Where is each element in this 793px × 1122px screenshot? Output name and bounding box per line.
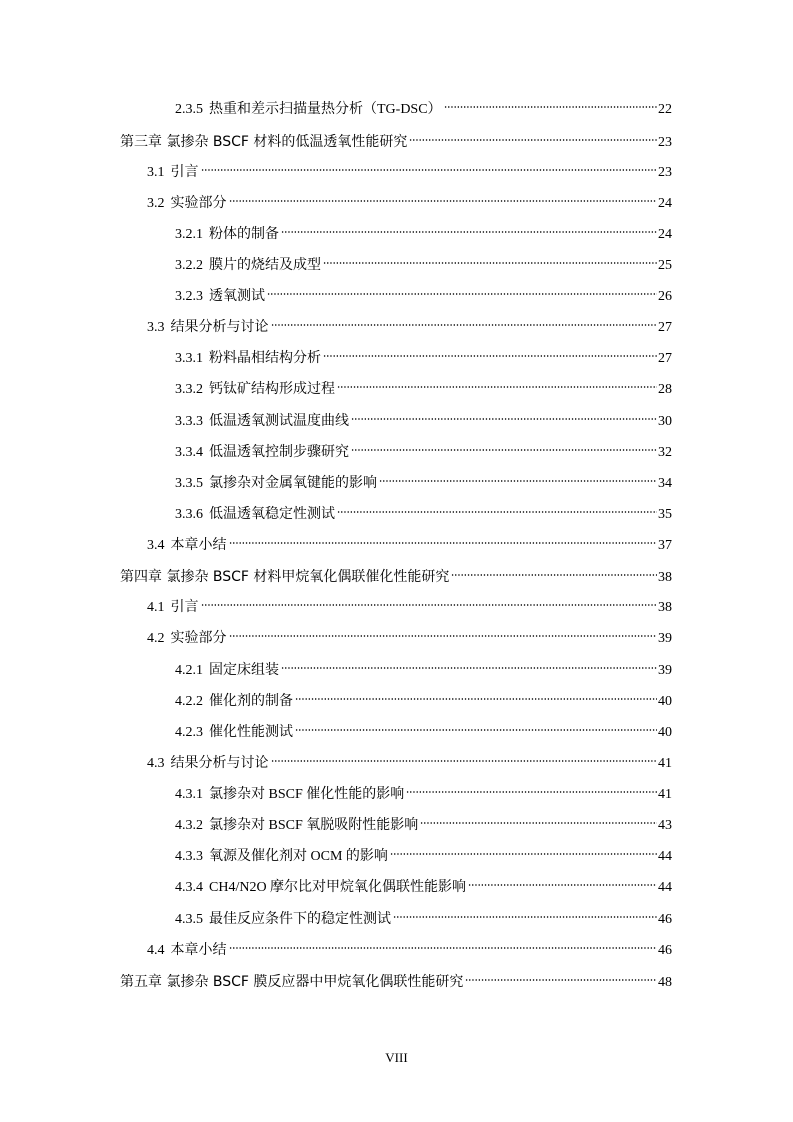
toc-entry-title: 膜片的烧结及成型 bbox=[209, 258, 321, 273]
toc-entry-page: 23 bbox=[658, 165, 672, 180]
toc-entry[interactable] bbox=[175, 288, 672, 306]
toc-entry[interactable] bbox=[175, 879, 672, 897]
toc-entry[interactable] bbox=[147, 755, 672, 773]
dot-leader bbox=[351, 448, 657, 452]
dot-leader bbox=[420, 821, 657, 825]
toc-entry-page: 28 bbox=[658, 382, 672, 397]
dot-leader bbox=[323, 354, 657, 358]
toc-entry[interactable] bbox=[147, 319, 672, 337]
toc-entry-page: 27 bbox=[658, 351, 672, 366]
toc-entry[interactable] bbox=[147, 537, 672, 555]
toc-entry-number: 3.1 bbox=[147, 165, 165, 180]
toc-entry-title: 透氧测试 bbox=[209, 289, 265, 304]
toc-entry-title: 粉料晶相结构分析 bbox=[209, 351, 321, 366]
toc-entry-title: CH4/N2O 摩尔比对甲烷氧化偶联性能影响 bbox=[209, 880, 467, 895]
toc-entry-page: 38 bbox=[658, 570, 672, 585]
toc-entry-title: 引言 bbox=[170, 165, 199, 180]
toc-entry-number: 3.2.1 bbox=[175, 227, 203, 242]
toc-entry-title: 低温透氧稳定性测试 bbox=[209, 507, 335, 522]
dot-leader bbox=[271, 323, 658, 327]
toc-entry-number: 4.1 bbox=[147, 600, 165, 615]
toc-entry-page: 23 bbox=[658, 135, 672, 150]
toc-entry-page: 24 bbox=[658, 227, 672, 242]
toc-entry-page: 41 bbox=[658, 756, 672, 771]
dot-leader bbox=[337, 385, 657, 389]
toc-entry[interactable] bbox=[175, 786, 672, 804]
dot-leader bbox=[229, 634, 658, 638]
toc-entry-page: 37 bbox=[658, 538, 672, 553]
dot-leader bbox=[281, 666, 657, 670]
toc-entry-number: 3.4 bbox=[147, 538, 165, 553]
toc-chapter-entry[interactable] bbox=[120, 973, 672, 992]
toc-entry-title: 第四章 氯掺杂 BSCF 材料甲烷氧化偶联催化性能研究 bbox=[120, 569, 450, 585]
toc-entry-title: 催化剂的制备 bbox=[209, 694, 293, 709]
dot-leader bbox=[323, 261, 657, 265]
dot-leader bbox=[468, 883, 657, 887]
toc-entry-page: 38 bbox=[658, 600, 672, 615]
toc-entry-number: 3.3.1 bbox=[175, 351, 203, 366]
toc-entry-page: 40 bbox=[658, 725, 672, 740]
toc-chapter-entry[interactable] bbox=[120, 568, 672, 587]
dot-leader bbox=[267, 292, 657, 296]
dot-leader bbox=[295, 697, 657, 701]
toc-entry[interactable] bbox=[175, 257, 672, 275]
toc-entry-number: 4.3 bbox=[147, 756, 165, 771]
toc-entry[interactable] bbox=[175, 101, 672, 119]
toc-entry[interactable] bbox=[175, 381, 672, 399]
toc-entry-number: 4.4 bbox=[147, 943, 165, 958]
toc-entry-title: 催化性能测试 bbox=[209, 725, 293, 740]
toc-entry-title: 最佳反应条件下的稳定性测试 bbox=[209, 912, 391, 927]
toc-entry-page: 43 bbox=[658, 818, 672, 833]
toc-entry-title: 低温透氧测试温度曲线 bbox=[209, 414, 349, 429]
toc-entry-number: 3.2 bbox=[147, 196, 165, 211]
toc-entry[interactable] bbox=[175, 475, 672, 493]
toc-entry-page: 30 bbox=[658, 414, 672, 429]
toc-entry[interactable] bbox=[175, 911, 672, 929]
toc-entry[interactable] bbox=[147, 195, 672, 213]
dot-leader bbox=[295, 728, 657, 732]
toc-entry-page: 40 bbox=[658, 694, 672, 709]
dot-leader bbox=[281, 230, 657, 234]
toc-entry-title: 氯掺杂对金属氧键能的影响 bbox=[209, 476, 377, 491]
toc-entry-number: 4.2.3 bbox=[175, 725, 203, 740]
toc-entry-page: 24 bbox=[658, 196, 672, 211]
toc-entry-number: 4.3.5 bbox=[175, 912, 203, 927]
toc-entry-title: 氧源及催化剂对 OCM 的影响 bbox=[209, 849, 388, 864]
toc-entry[interactable] bbox=[175, 506, 672, 524]
toc-entry-number: 4.3.1 bbox=[175, 787, 203, 802]
toc-entry-page: 41 bbox=[658, 787, 672, 802]
toc-entry[interactable] bbox=[175, 226, 672, 244]
toc-entry-number: 3.3.5 bbox=[175, 476, 203, 491]
toc-entry-number: 4.2 bbox=[147, 631, 165, 646]
toc-entry-title: 固定床组装 bbox=[209, 663, 279, 678]
toc-entry-title: 氯掺杂对 BSCF 催化性能的影响 bbox=[209, 787, 405, 802]
toc-entry-page: 35 bbox=[658, 507, 672, 522]
toc-entry-title: 氯掺杂对 BSCF 氧脱吸附性能影响 bbox=[209, 818, 419, 833]
dot-leader bbox=[465, 978, 657, 982]
toc-entry-page: 46 bbox=[658, 912, 672, 927]
toc-entry-page: 25 bbox=[658, 258, 672, 273]
toc-entry-page: 48 bbox=[658, 975, 672, 990]
toc-entry[interactable] bbox=[147, 630, 672, 648]
toc-entry-title: 钙钛矿结构形成过程 bbox=[209, 382, 335, 397]
toc-entry[interactable] bbox=[175, 817, 672, 835]
toc-entry-title: 粉体的制备 bbox=[209, 227, 279, 242]
toc-entry[interactable] bbox=[175, 413, 672, 431]
toc-entry-title: 结果分析与讨论 bbox=[170, 756, 269, 771]
toc-entry-number: 3.3.4 bbox=[175, 445, 203, 460]
dot-leader bbox=[451, 573, 657, 577]
toc-entry-number: 3.3.2 bbox=[175, 382, 203, 397]
toc-entry-number: 4.3.2 bbox=[175, 818, 203, 833]
dot-leader bbox=[229, 946, 658, 950]
dot-leader bbox=[201, 168, 658, 172]
toc-entry-title: 引言 bbox=[170, 600, 199, 615]
toc-entry[interactable] bbox=[175, 724, 672, 742]
dot-leader bbox=[351, 417, 657, 421]
toc-entry-page: 44 bbox=[658, 880, 672, 895]
dot-leader bbox=[271, 759, 658, 763]
toc-entry-page: 46 bbox=[658, 943, 672, 958]
toc-entry[interactable] bbox=[147, 942, 672, 960]
dot-leader bbox=[229, 541, 658, 545]
dot-leader bbox=[201, 603, 658, 607]
dot-leader bbox=[379, 479, 657, 483]
toc-entry-title: 第五章 氯掺杂 BSCF 膜反应器中甲烷氧化偶联性能研究 bbox=[120, 974, 464, 990]
page-number: VIII bbox=[385, 1050, 408, 1065]
toc-entry-title: 本章小结 bbox=[170, 538, 227, 553]
toc-entry-number: 3.2.3 bbox=[175, 289, 203, 304]
dot-leader bbox=[390, 852, 657, 856]
dot-leader bbox=[393, 915, 657, 919]
toc-entry-number: 3.3.6 bbox=[175, 507, 203, 522]
toc-entry-number: 3.3 bbox=[147, 320, 165, 335]
toc-entry-page: 27 bbox=[658, 320, 672, 335]
toc-entry-number: 3.3.3 bbox=[175, 414, 203, 429]
toc-entry-title: 结果分析与讨论 bbox=[170, 320, 269, 335]
dot-leader bbox=[409, 138, 657, 142]
toc-entry[interactable] bbox=[147, 164, 672, 182]
toc-entry-page: 34 bbox=[658, 476, 672, 491]
dot-leader bbox=[406, 790, 657, 794]
toc-entry[interactable] bbox=[175, 662, 672, 680]
dot-leader bbox=[444, 105, 657, 109]
toc-entry-page: 26 bbox=[658, 289, 672, 304]
toc-entry-page: 22 bbox=[658, 102, 672, 117]
toc-entry[interactable] bbox=[175, 848, 672, 866]
toc-entry[interactable] bbox=[147, 599, 672, 617]
dot-leader bbox=[229, 199, 658, 203]
toc-entry-page: 44 bbox=[658, 849, 672, 864]
toc-entry[interactable] bbox=[175, 350, 672, 368]
toc-entry-title: 本章小结 bbox=[170, 943, 227, 958]
dot-leader bbox=[337, 510, 657, 514]
toc-entry-number: 4.2.2 bbox=[175, 694, 203, 709]
toc-entry-page: 32 bbox=[658, 445, 672, 460]
toc-entry[interactable] bbox=[175, 444, 672, 462]
toc-entry-number: 3.2.2 bbox=[175, 258, 203, 273]
toc-entry-title: 第三章 氯掺杂 BSCF 材料的低温透氧性能研究 bbox=[120, 134, 408, 150]
toc-entry-title: 实验部分 bbox=[170, 196, 227, 211]
toc-chapter-entry[interactable] bbox=[120, 133, 672, 152]
toc-entry-number: 2.3.5 bbox=[175, 102, 203, 117]
toc-entry-page: 39 bbox=[658, 663, 672, 678]
toc-entry[interactable] bbox=[175, 693, 672, 711]
toc-entry-title: 实验部分 bbox=[170, 631, 227, 646]
toc-entry-page: 39 bbox=[658, 631, 672, 646]
toc-entry-number: 4.2.1 bbox=[175, 663, 203, 678]
toc-entry-title: 低温透氧控制步骤研究 bbox=[209, 445, 349, 460]
toc-entry-number: 4.3.4 bbox=[175, 880, 203, 895]
toc-entry-number: 4.3.3 bbox=[175, 849, 203, 864]
toc-entry-title: 热重和差示扫描量热分析（TG-DSC） bbox=[209, 102, 442, 117]
